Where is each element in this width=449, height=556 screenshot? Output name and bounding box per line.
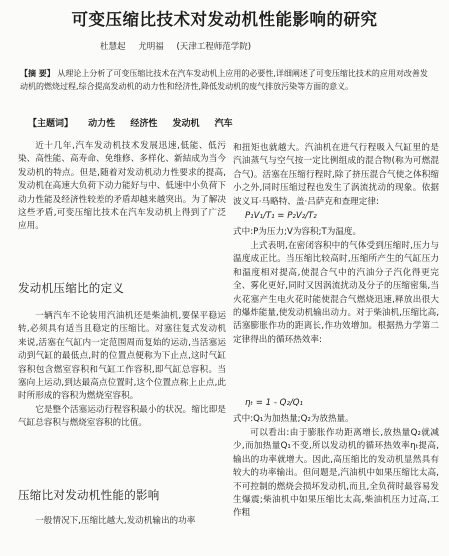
equation-gas-law: P₁V₁/T₁ = P₂V₂/T₂ [245, 211, 317, 221]
keyword-1: 动力性 [88, 119, 116, 129]
section-1-heading: 发动机压缩比的定义 [18, 281, 125, 295]
equation-thermal-efficiency: ηₜ = 1 - Q₂/Q₁ [245, 398, 303, 408]
intro-paragraph: 近十几年,汽车发动机技术发展迅速,低能、低污染、高性能、高寿命、免维修、多样化、新結成为当今发动机的特点。但是,随着对发动机动力性要求的提高,发动机在高速大负荷下动力能好与中、低速中小负荷下动力性能及经济性较差的矛盾却越来越突出。为了解决这些矛盾,可变压缩比技术在汽车发动机上得到了广泛应用。 [18, 141, 226, 232]
keyword-2: 经济性 [130, 119, 158, 129]
abstract [20, 68, 432, 93]
abstract-label: 【摘 要】 [20, 69, 55, 78]
section-2-body: 一般情况下,压缩比越大,发动机输出的功率 [35, 516, 196, 526]
section-1-body: 一辆汽车不论装用汽油机还是柴油机,要保平稳运转,必须具有适当且稳定的压缩比。对塞往复式发动机来说,活塞在气缸内一定范围周而复始的运动,当活塞运动到气缸的最低点,时的位置点便称为下止点,这时气缸容积包含燃室容积和气缸工作容积,即气缸总容积。当塞向上运动,到达最高点位置时,这个位置点称上止点,此时所形成的容积为燃烧室容积。 它是整个活塞运动行程容积最小的状况。缩比即是气缸总容积与燃烧室容积的比值。 [18, 311, 226, 429]
right-paragraph-1: 和扭矩也就越大。汽油机在进气行程吸入气缸里的是汽油蒸气与空气按一定比例组成的混合物(称为可燃混合气)。活塞在压缩行程时,除了挤压混合气使之体积缩小之外,同时压缩过程也发生了涡流扰动的现象。依据波义耳·马略特、盖·吕萨克和查理定律: [233, 143, 439, 207]
keyword-4: 汽车 [214, 119, 233, 129]
equation-1-note: 式中:P为压力;V为容积;T为温度。 [233, 227, 362, 237]
keywords [28, 116, 245, 129]
keywords-label: 【主题词】 [28, 119, 74, 129]
paper-title: 可变压缩比技术对发动机性能影响的研究 [71, 10, 378, 29]
keyword-3: 发动机 [172, 119, 200, 129]
equation-2-note: 式中:Q₁为加热量;Q₂为放热量。 [233, 414, 354, 424]
right-paragraph-2: 上式表明,在密闭容积中的气体受到压缩时,压力与温度成正比。当压缩比较高时,压缩所产生的气缸压力和温度相对提高,使混合气中的汽油分子汽化得更完全、雾化更好,同时又因涡流扰动及分子的压缩密集,当火花塞产生电火花时能使混合气燃烧迅速,释放出很大的爆炸能量,使发动机输出动力。对于柴油机,压缩比高,活塞膨胀作功的距离长,作功效增加。根据热力学第二定律得出的循环热效率: [233, 241, 439, 345]
section-2-heading: 压缩比对发动机性能的影响 [18, 488, 160, 502]
right-paragraph-3: 可以看出:由于膨胀作功距离增长,放热量Q₂就减少,而加热量Q₁不变,所以发动机的循环热效率ηₜ提高,输出的功率就增大。因此,高压缩比的发动机显然具有较大的功率输出。但问题是,汽油机中如果压缩比太高,不可控制的燃烧会损坏发动机,而且,全负荷时最容易发生爆震;柴油机中如果压缩比太高,柴油机压力过高,工作粗 [233, 428, 439, 519]
affiliation: (天津工程师范学院) [176, 42, 252, 52]
abstract-text: 从理论上分析了可变压缩比技术在汽车发动机上应用的必要性,详细阐述了可变压缩比技术的应用对改善发动机的燃烧过程,综合提高发动机的动力性和经济性,降低发动机的废气排放污染等方面的意义。 [20, 69, 428, 91]
author-1: 杜慧起 [100, 42, 126, 52]
author-2: 尤明福 [138, 42, 164, 52]
author-line [100, 40, 261, 52]
